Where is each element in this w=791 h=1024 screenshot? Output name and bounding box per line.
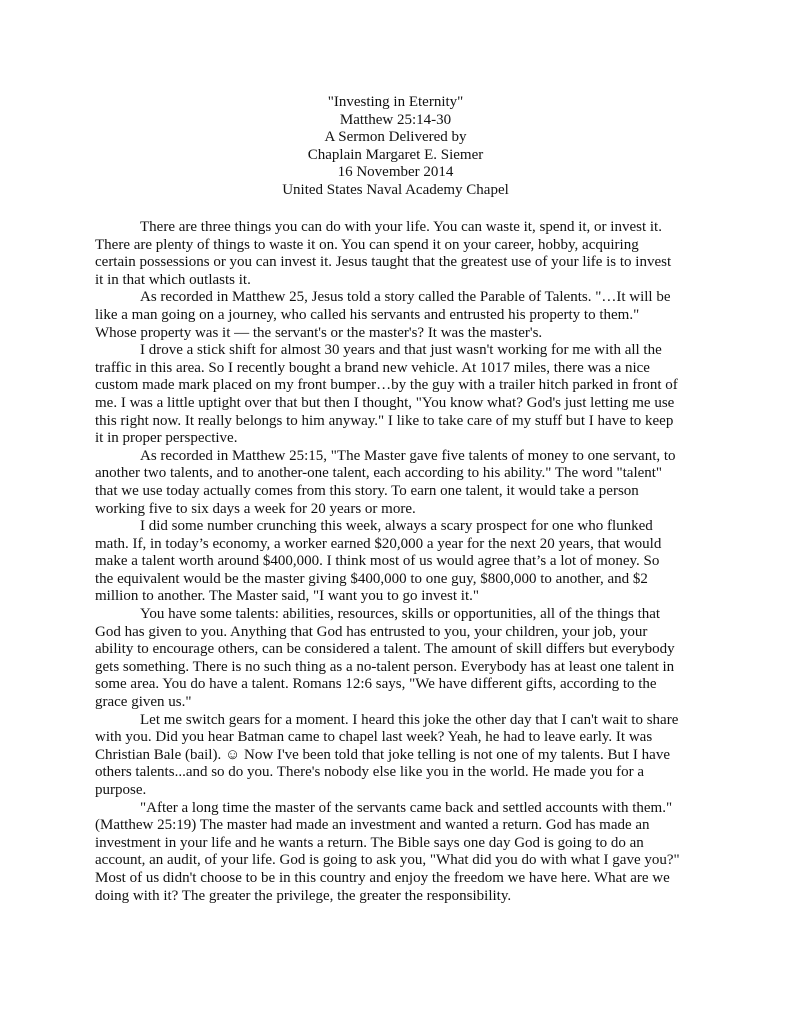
text-line: ability to encourage others, can be considered a talent. The amount of skill differs but everybody xyxy=(95,641,675,658)
text-line: investment in your life and he wants a return. The Bible says one day God is going to do an xyxy=(95,834,644,851)
text-line: There are three things you can do with your life. You can waste it, spend it, or invest it. xyxy=(140,219,662,235)
text-line: Let me switch gears for a moment. I heard this joke the other day that I can't wait to share xyxy=(140,711,679,728)
text-line: that we use today actually comes from this story. To earn one talent, it would take a person xyxy=(95,482,639,499)
text-line: with you. Did you hear Batman came to chapel last week? Yeah, he had to leave early. It was xyxy=(95,729,653,746)
paragraph xyxy=(95,606,705,712)
paragraph xyxy=(95,800,705,906)
delivery-line: A Sermon Delivered by xyxy=(324,129,467,146)
text-line: doing with it? The greater the privilege, the greater the responsibility. xyxy=(95,887,512,904)
text-line: it in proper perspective. xyxy=(95,430,238,447)
text-line: "After a long time the master of the servants came back and settled accounts with them." xyxy=(140,799,673,816)
text-line: I did some number crunching this week, always a scary prospect for one who flunked xyxy=(140,518,653,535)
text-line: account, an audit, of your life. God is going to ask you, "What did you do with what I gave you?" xyxy=(95,852,680,869)
sermon-header xyxy=(0,94,791,200)
text-line: it in that which outlasts it. xyxy=(95,271,251,288)
text-line: some area. You do have a talent. Romans 12:6 says, "We have different gifts, according to the xyxy=(95,676,657,693)
text-line: Whose property was it — the servant's or the master's? It was the master's. xyxy=(95,324,543,341)
text-line: the equivalent would be the master giving $400,000 to one guy, $800,000 to another, and $2 xyxy=(95,570,648,587)
text-line: Christian Bale (bail). ☺ Now I've been told that joke telling is not one of my talents. But I have xyxy=(95,746,670,763)
text-line: purpose. xyxy=(95,782,147,798)
sermon-body xyxy=(95,219,705,905)
text-line: math. If, in today’s economy, a worker earned $20,000 a year for the next 20 years, that would xyxy=(95,535,662,552)
text-line: like a man going on a journey, who called his servants and entrusted his property to them." xyxy=(95,306,640,323)
text-line: certain possessions or you can invest it. Jesus taught that the greatest use of your life is to invest xyxy=(95,254,672,271)
text-line: this right now. It really belongs to him anyway." I like to take care of my stuff but I have to keep xyxy=(95,412,674,429)
text-line: custom made mark placed on my front bumper…by the guy with a trailer hitch parked in front of xyxy=(95,377,678,394)
sermon-title: "Investing in Eternity" xyxy=(327,94,464,110)
text-line: grace given us." xyxy=(95,694,192,711)
text-line: traffic in this area. So I recently bought a brand new vehicle. At 1017 miles, there was a nice xyxy=(95,359,650,376)
paragraph xyxy=(95,289,705,342)
scripture-reference: Matthew 25:14-30 xyxy=(339,111,452,128)
text-line: God has given to you. Anything that God has entrusted to you, your children, your job, your xyxy=(95,623,648,640)
paragraph xyxy=(95,448,705,518)
text-line: There are plenty of things to waste it on. You can spend it on your career, hobby, acquiring xyxy=(95,236,639,253)
text-line: working five to six days a week for 20 years or more. xyxy=(95,500,416,517)
text-line: gets something. There is no such thing as a no-talent person. Everybody has at least one talent in xyxy=(95,658,675,675)
text-line: I drove a stick shift for almost 30 years and that just wasn't working for me with all the xyxy=(140,342,662,359)
text-line: me. I was a little uptight over that but then I thought, "You know what? God's just letting me use xyxy=(95,394,675,411)
text-line: another two talents, and to another-one talent, each according to his ability." The word "talent" xyxy=(95,465,663,482)
paragraph xyxy=(95,219,705,289)
paragraph xyxy=(95,342,705,448)
paragraph xyxy=(95,518,705,606)
paragraph xyxy=(95,712,705,800)
text-line: As recorded in Matthew 25:15, "The Master gave five talents of money to one servant, to xyxy=(140,447,676,464)
text-line: You have some talents: abilities, resources, skills or opportunities, all of the things that xyxy=(140,606,661,623)
text-line: million to another. The Master said, "I want you to go invest it." xyxy=(95,588,480,605)
text-line: (Matthew 25:19) The master had made an investment and wanted a return. God has made an xyxy=(95,817,650,834)
venue-name: United States Naval Academy Chapel xyxy=(282,181,509,198)
text-line: others talents...and so do you. There's nobody else like you in the world. He made you for a xyxy=(95,764,644,781)
text-line: As recorded in Matthew 25, Jesus told a story called the Parable of Talents. "…It will be xyxy=(140,289,671,306)
speaker-name: Chaplain Margaret E. Siemer xyxy=(307,146,484,163)
text-line: Most of us didn't choose to be in this country and enjoy the freedom we have here. What are we xyxy=(95,869,670,886)
sermon-date: 16 November 2014 xyxy=(337,164,454,181)
text-line: make a talent worth around $400,000. I think most of us would agree that’s a lot of money. So xyxy=(95,553,660,570)
